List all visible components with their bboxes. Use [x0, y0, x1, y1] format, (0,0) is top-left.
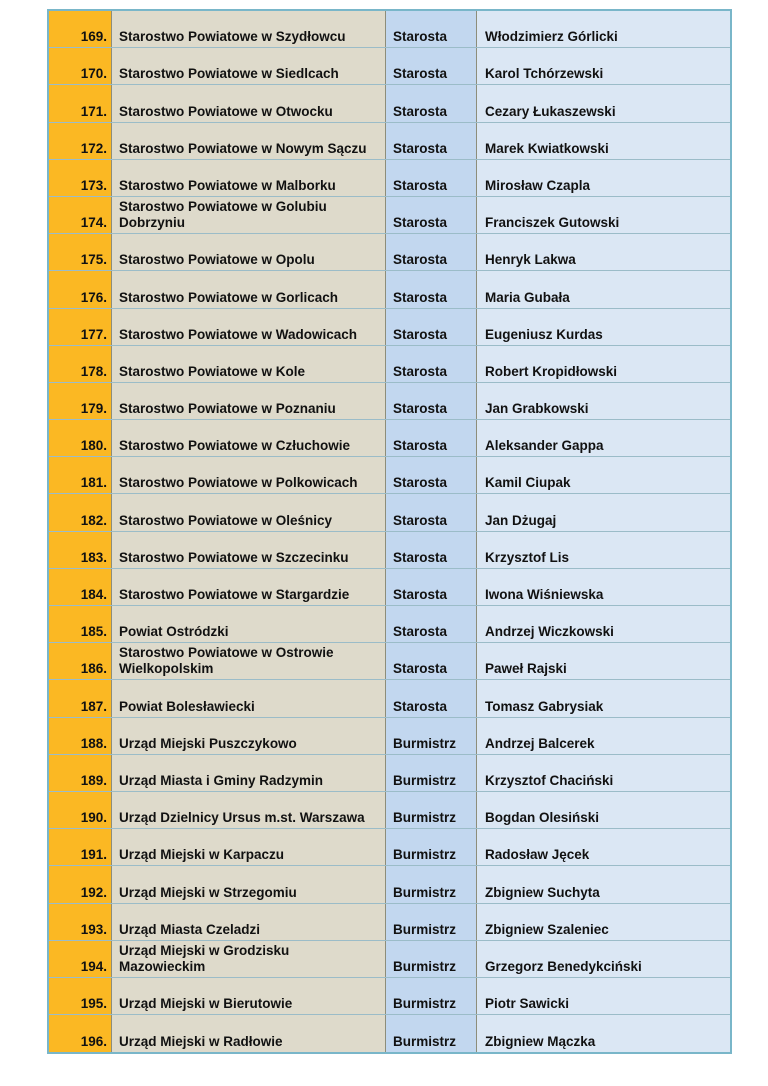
table-row: [49, 197, 730, 234]
official-name-cell: [477, 606, 730, 642]
institution-cell: [112, 197, 386, 233]
table-row: [49, 792, 730, 829]
role-cell-text: Burmistrz: [393, 958, 457, 974]
role-cell: [386, 680, 477, 716]
official-name-cell: [477, 569, 730, 605]
institution-cell-text: Starostwo Powiatowe w Malborku: [119, 177, 336, 193]
institution-cell: [112, 11, 386, 47]
row-number-text: 177.: [80, 326, 107, 342]
institution-cell: [112, 346, 386, 382]
official-name-cell-text: Tomasz Gabrysiak: [485, 698, 604, 714]
role-cell-text: Starosta: [393, 215, 448, 231]
table-row: [49, 11, 730, 48]
row-number: [49, 755, 112, 791]
row-number: [49, 11, 112, 47]
institution-cell: [112, 383, 386, 419]
institution-cell: [112, 680, 386, 716]
role-cell: [386, 11, 477, 47]
row-number: [49, 829, 112, 865]
institution-cell-text: Urząd Miejski w Karpaczu: [119, 847, 285, 863]
table-row: [49, 1015, 730, 1052]
table-row: [49, 829, 730, 866]
row-number-text: 184.: [80, 587, 107, 602]
official-name-cell-text: Andrzej Balcerek: [485, 735, 595, 751]
table-row: [49, 48, 730, 85]
row-number: [49, 48, 112, 84]
official-name-cell: [477, 643, 730, 679]
official-name-cell-text: Eugeniusz Kurdas: [485, 326, 603, 342]
role-cell: [386, 48, 477, 84]
role-cell-text: Burmistrz: [393, 884, 457, 900]
institution-cell: [112, 532, 386, 568]
institution-cell-text: Starostwo Powiatowe w Szydłowcu: [119, 29, 346, 45]
role-cell: [386, 346, 477, 382]
official-name-cell: [477, 309, 730, 345]
institution-cell: [112, 271, 386, 307]
row-number-text: 190.: [80, 810, 107, 826]
institution-cell-text: Urząd Miejski Puszczykowo: [119, 735, 297, 751]
official-name-cell-text: Zbigniew Szaleniec: [485, 921, 609, 937]
row-number: [49, 123, 112, 159]
role-cell-text: Starosta: [393, 549, 448, 565]
official-name-cell-text: Włodzimierz Górlicki: [485, 29, 618, 45]
official-name-cell: [477, 160, 730, 196]
role-cell: [386, 494, 477, 530]
official-name-cell: [477, 1015, 730, 1052]
row-number: [49, 978, 112, 1014]
role-cell-text: Burmistrz: [393, 996, 457, 1012]
role-cell-text: Starosta: [393, 326, 448, 342]
official-name-cell-text: Kamil Ciupak: [485, 475, 571, 491]
institution-cell-text: Starostwo Powiatowe w Polkowicach: [119, 475, 358, 491]
role-cell: [386, 755, 477, 791]
official-name-cell-text: Andrzej Wiczkowski: [485, 624, 614, 640]
institution-cell-text: Starostwo Powiatowe w Człuchowie: [119, 438, 351, 454]
row-number-text: 183.: [80, 549, 107, 565]
role-cell: [386, 718, 477, 754]
official-name-cell-text: Franciszek Gutowski: [485, 215, 620, 231]
role-cell: [386, 309, 477, 345]
row-number: [49, 532, 112, 568]
table-row: [49, 346, 730, 383]
table-row: [49, 866, 730, 903]
institution-cell-text: Starostwo Powiatowe w Wadowicach: [119, 326, 358, 342]
official-name-cell-text: Robert Kropidłowski: [485, 363, 618, 379]
row-number: [49, 85, 112, 121]
row-number-text: 195.: [80, 996, 107, 1012]
official-name-cell: [477, 48, 730, 84]
institution-cell: [112, 755, 386, 791]
institution-cell: [112, 234, 386, 270]
official-name-cell-text: Iwona Wiśniewska: [485, 587, 604, 602]
role-cell-text: Burmistrz: [393, 847, 457, 863]
role-cell: [386, 383, 477, 419]
official-name-cell: [477, 271, 730, 307]
role-cell-text: Burmistrz: [393, 772, 457, 788]
role-cell-text: Starosta: [393, 512, 448, 528]
row-number-text: 181.: [80, 475, 107, 491]
row-number: [49, 569, 112, 605]
role-cell-text: Starosta: [393, 587, 448, 602]
official-name-cell-text: Radosław Jęcek: [485, 847, 590, 863]
official-name-cell: [477, 829, 730, 865]
row-number-text: 191.: [80, 847, 107, 863]
table-row: [49, 234, 730, 271]
role-cell: [386, 904, 477, 940]
row-number: [49, 792, 112, 828]
official-name-cell: [477, 11, 730, 47]
table-row: [49, 718, 730, 755]
role-cell-text: Starosta: [393, 140, 448, 156]
table-row: [49, 606, 730, 643]
official-name-cell: [477, 494, 730, 530]
row-number: [49, 346, 112, 382]
official-name-cell: [477, 978, 730, 1014]
official-name-cell: [477, 234, 730, 270]
role-cell: [386, 643, 477, 679]
role-cell-text: Burmistrz: [393, 921, 457, 937]
institution-cell-text: Powiat Ostródzki: [119, 624, 229, 640]
institution-cell: [112, 160, 386, 196]
role-cell: [386, 941, 477, 977]
official-name-cell: [477, 457, 730, 493]
row-number: [49, 197, 112, 233]
institution-cell: [112, 494, 386, 530]
officials-table: [47, 9, 732, 1054]
row-number: [49, 606, 112, 642]
role-cell-text: Starosta: [393, 624, 448, 640]
official-name-cell-text: Jan Dżugaj: [485, 512, 557, 528]
official-name-cell: [477, 420, 730, 456]
official-name-cell: [477, 383, 730, 419]
table-row: [49, 755, 730, 792]
official-name-cell-text: Aleksander Gappa: [485, 438, 604, 454]
row-number-text: 175.: [80, 252, 107, 268]
official-name-cell: [477, 792, 730, 828]
role-cell-text: Starosta: [393, 103, 448, 119]
row-number-text: 187.: [80, 698, 107, 714]
table-row: [49, 85, 730, 122]
role-cell: [386, 978, 477, 1014]
role-cell: [386, 160, 477, 196]
role-cell: [386, 569, 477, 605]
row-number-text: 189.: [80, 772, 107, 788]
official-name-cell-text: Grzegorz Benedykciński: [485, 958, 642, 974]
table-row: [49, 904, 730, 941]
row-number-text: 170.: [80, 66, 107, 82]
institution-cell-text: Starostwo Powiatowe w Szczecinku: [119, 549, 349, 565]
institution-cell-text: Starostwo Powiatowe w Poznaniu: [119, 401, 336, 417]
official-name-cell: [477, 941, 730, 977]
role-cell: [386, 123, 477, 159]
table-row: [49, 420, 730, 457]
official-name-cell: [477, 755, 730, 791]
role-cell-text: Starosta: [393, 401, 448, 417]
role-cell-text: Starosta: [393, 66, 448, 82]
official-name-cell: [477, 718, 730, 754]
row-number: [49, 904, 112, 940]
row-number: [49, 383, 112, 419]
institution-cell-text: Starostwo Powiatowe w Opolu: [119, 252, 315, 268]
row-number-text: 176.: [80, 289, 107, 305]
institution-cell: [112, 457, 386, 493]
official-name-cell: [477, 197, 730, 233]
role-cell-text: Starosta: [393, 29, 448, 45]
institution-cell-text: Starostwo Powiatowe w Stargardzie: [119, 587, 350, 602]
table-row: [49, 309, 730, 346]
table-row: [49, 494, 730, 531]
institution-cell-text: Starostwo Powiatowe w Ostrowie Wielkopolskim: [119, 645, 334, 677]
institution-cell-text: Starostwo Powiatowe w Nowym Sączu: [119, 140, 367, 156]
row-number-text: 179.: [80, 401, 107, 417]
institution-cell: [112, 309, 386, 345]
institution-cell-text: Urząd Miejski w Strzegomiu: [119, 884, 297, 900]
official-name-cell: [477, 346, 730, 382]
official-name-cell-text: Henryk Lakwa: [485, 252, 576, 268]
row-number: [49, 718, 112, 754]
row-number: [49, 234, 112, 270]
official-name-cell: [477, 680, 730, 716]
row-number-text: 185.: [80, 624, 107, 640]
row-number: [49, 309, 112, 345]
institution-cell: [112, 978, 386, 1014]
role-cell-text: Starosta: [393, 438, 448, 454]
official-name-cell-text: Karol Tchórzewski: [485, 66, 604, 82]
role-cell-text: Starosta: [393, 698, 448, 714]
official-name-cell-text: Krzysztof Lis: [485, 549, 570, 565]
role-cell-text: Starosta: [393, 177, 448, 193]
role-cell-text: Burmistrz: [393, 810, 457, 826]
row-number-text: 178.: [80, 363, 107, 379]
table-row: [49, 941, 730, 978]
table-row: [49, 160, 730, 197]
role-cell-text: Starosta: [393, 363, 448, 379]
institution-cell-text: Urząd Miasta i Gminy Radzymin: [119, 772, 324, 788]
row-number-text: 174.: [80, 215, 107, 231]
institution-cell: [112, 123, 386, 159]
institution-cell: [112, 829, 386, 865]
official-name-cell-text: Maria Gubała: [485, 289, 570, 305]
row-number-text: 172.: [80, 140, 107, 156]
row-number-text: 192.: [80, 884, 107, 900]
role-cell: [386, 792, 477, 828]
row-number-text: 186.: [80, 661, 107, 677]
institution-cell: [112, 1015, 386, 1052]
row-number: [49, 866, 112, 902]
table-row: [49, 383, 730, 420]
institution-cell-text: Urząd Miejski w Radłowie: [119, 1034, 283, 1050]
role-cell: [386, 1015, 477, 1052]
official-name-cell-text: Zbigniew Suchyta: [485, 884, 600, 900]
role-cell: [386, 866, 477, 902]
row-number: [49, 160, 112, 196]
table-row: [49, 532, 730, 569]
institution-cell-text: Starostwo Powiatowe w Kole: [119, 363, 306, 379]
institution-cell: [112, 643, 386, 679]
institution-cell: [112, 941, 386, 977]
role-cell: [386, 234, 477, 270]
table-row: [49, 271, 730, 308]
official-name-cell: [477, 123, 730, 159]
official-name-cell-text: Piotr Sawicki: [485, 996, 570, 1012]
row-number-text: 171.: [80, 103, 107, 119]
row-number-text: 182.: [80, 512, 107, 528]
institution-cell-text: Powiat Bolesławiecki: [119, 698, 255, 714]
official-name-cell-text: Krzysztof Chaciński: [485, 772, 614, 788]
institution-cell: [112, 420, 386, 456]
official-name-cell-text: Mirosław Czapla: [485, 177, 591, 193]
institution-cell: [112, 866, 386, 902]
institution-cell-text: Starostwo Powiatowe w Otwocku: [119, 103, 333, 119]
role-cell-text: Burmistrz: [393, 1034, 457, 1050]
row-number: [49, 271, 112, 307]
table-row: [49, 457, 730, 494]
institution-cell: [112, 569, 386, 605]
official-name-cell-text: Marek Kwiatkowski: [485, 140, 609, 156]
official-name-cell-text: Zbigniew Mączka: [485, 1034, 596, 1050]
institution-cell-text: Starostwo Powiatowe w Golubiu Dobrzyniu: [119, 199, 327, 231]
official-name-cell: [477, 85, 730, 121]
row-number: [49, 494, 112, 530]
role-cell: [386, 532, 477, 568]
institution-cell-text: Urząd Dzielnicy Ursus m.st. Warszawa: [119, 810, 365, 826]
table-row: [49, 123, 730, 160]
role-cell: [386, 829, 477, 865]
institution-cell-text: Starostwo Powiatowe w Oleśnicy: [119, 512, 333, 528]
role-cell: [386, 197, 477, 233]
table-row: [49, 680, 730, 717]
official-name-cell-text: Cezary Łukaszewski: [485, 103, 616, 119]
role-cell: [386, 271, 477, 307]
institution-cell: [112, 606, 386, 642]
row-number: [49, 643, 112, 679]
row-number-text: 169.: [80, 29, 107, 45]
institution-cell: [112, 48, 386, 84]
row-number-text: 193.: [80, 921, 107, 937]
official-name-cell-text: Paweł Rajski: [485, 661, 567, 677]
row-number: [49, 1015, 112, 1052]
row-number: [49, 420, 112, 456]
table-row: [49, 569, 730, 606]
row-number: [49, 680, 112, 716]
official-name-cell: [477, 532, 730, 568]
row-number-text: 180.: [80, 438, 107, 454]
row-number: [49, 941, 112, 977]
row-number-text: 188.: [80, 735, 107, 751]
institution-cell: [112, 904, 386, 940]
institution-cell: [112, 85, 386, 121]
table-row: [49, 643, 730, 680]
official-name-cell: [477, 904, 730, 940]
role-cell: [386, 420, 477, 456]
row-number-text: 196.: [80, 1034, 107, 1050]
institution-cell-text: Starostwo Powiatowe w Siedlcach: [119, 66, 339, 82]
role-cell-text: Starosta: [393, 252, 448, 268]
role-cell-text: Starosta: [393, 289, 448, 305]
role-cell-text: Starosta: [393, 475, 448, 491]
institution-cell: [112, 792, 386, 828]
official-name-cell-text: Bogdan Olesiński: [485, 810, 600, 826]
role-cell-text: Burmistrz: [393, 735, 457, 751]
institution-cell-text: Starostwo Powiatowe w Gorlicach: [119, 289, 339, 305]
row-number-text: 194.: [80, 958, 107, 974]
table-row: [49, 978, 730, 1015]
role-cell-text: Starosta: [393, 661, 448, 677]
row-number: [49, 457, 112, 493]
institution-cell-text: Urząd Miejski w Grodzisku Mazowieckim: [119, 942, 290, 974]
official-name-cell-text: Jan Grabkowski: [485, 401, 589, 417]
official-name-cell: [477, 866, 730, 902]
role-cell: [386, 457, 477, 493]
role-cell: [386, 606, 477, 642]
role-cell: [386, 85, 477, 121]
row-number-text: 173.: [80, 177, 107, 193]
institution-cell-text: Urząd Miasta Czeladzi: [119, 921, 261, 937]
institution-cell: [112, 718, 386, 754]
institution-cell-text: Urząd Miejski w Bierutowie: [119, 996, 293, 1012]
